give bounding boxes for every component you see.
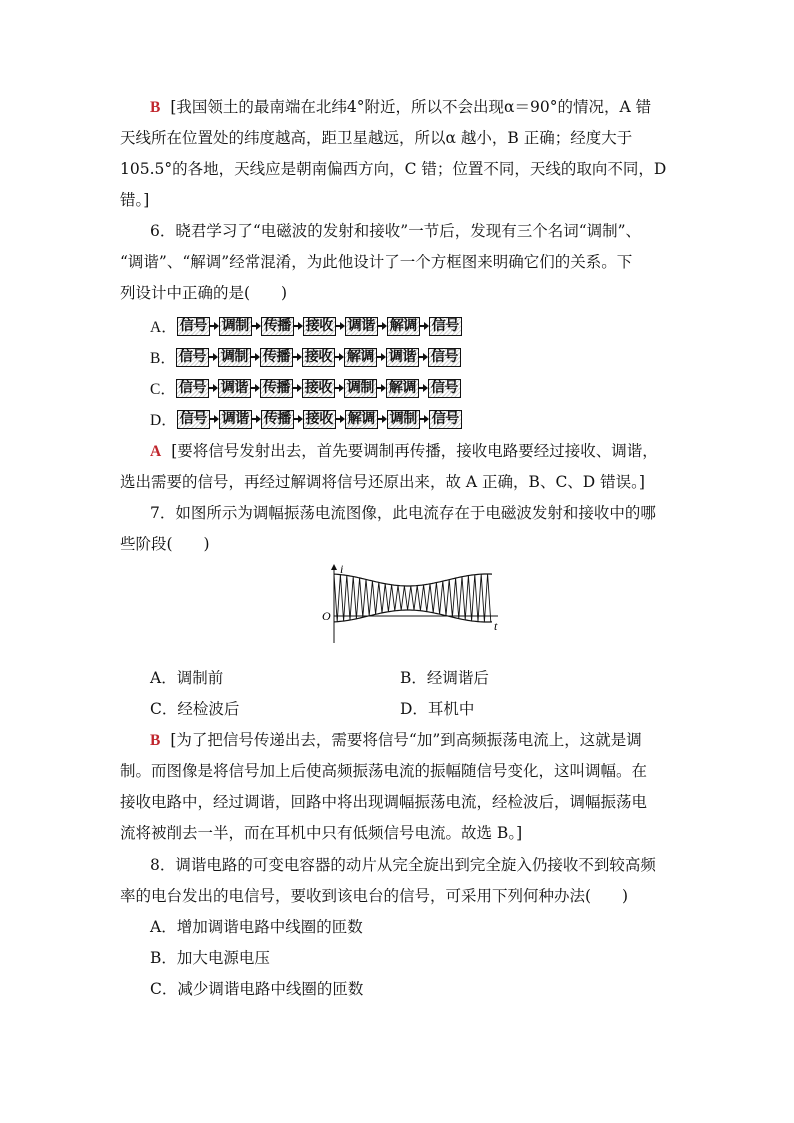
flow-step-box: 接收 — [302, 379, 335, 398]
q7-answer-letter: B — [150, 732, 161, 749]
flow-step-box: 接收 — [302, 348, 335, 367]
q6-stem-line-2: “调谐”、“解调”经常混淆，为此他设计了一个方框图来明确它们的关系。下 — [120, 253, 633, 271]
q7-answer-line-2: 制。而图像是将信号加上后使高频振荡电流的振幅随信号变化，这叫调幅。在 — [120, 762, 648, 780]
flow-step-box: 调制 — [219, 317, 252, 336]
flow-step-box: 接收 — [303, 317, 336, 336]
y-axis-arrow-icon — [331, 564, 337, 570]
q7-option-a: A．调制前 — [150, 669, 224, 687]
flow-step-box: 传播 — [260, 348, 293, 367]
q5-answer-line-4: 错。] — [120, 191, 150, 209]
q7-option-c: C．经检波后 — [150, 700, 240, 718]
arrow-right-icon — [378, 414, 387, 424]
flow-step-box: 接收 — [303, 410, 336, 429]
flow-step-box: 调制 — [344, 379, 377, 398]
arrow-right-icon — [419, 352, 428, 362]
arrow-right-icon — [420, 321, 429, 331]
flow-step-box: 传播 — [260, 379, 293, 398]
q8-stem-line-2: 率的电台发出的电信号，要收到该电台的信号，可采用下列何种办法( ) — [120, 887, 629, 905]
am-current-graph — [318, 563, 508, 645]
flow-step-box: 传播 — [261, 317, 294, 336]
q6-option-label: D． — [150, 412, 177, 429]
arrow-right-icon — [294, 321, 303, 331]
q5-answer-line-1 — [150, 97, 651, 118]
flow-step-box: 调谐 — [386, 348, 419, 367]
q7-option-d: D．耳机中 — [400, 700, 475, 718]
arrow-right-icon — [378, 321, 387, 331]
flow-step-box: 信号 — [176, 379, 209, 398]
flow-step-box: 调谐 — [218, 379, 251, 398]
arrow-right-icon — [336, 321, 345, 331]
q8-option-c: C．减少调谐电路中线圈的匝数 — [150, 980, 364, 998]
q6-option-label: C． — [150, 381, 176, 398]
arrow-right-icon — [335, 383, 344, 393]
flow-step-box: 解调 — [386, 379, 419, 398]
q6-option-d — [150, 408, 462, 430]
q6-option-label: B． — [150, 350, 176, 367]
q5-answer-text-1: [我国领土的最南端在北纬4°附近，所以不会出现α＝90°的情况，A 错 — [170, 98, 652, 116]
q8-stem-line-1: 8．调谐电路的可变电容器的动片从完全旋出到完全旋入仍接收不到较高频 — [150, 856, 656, 874]
q6-answer-letter: A — [150, 443, 162, 460]
flow-step-box: 调谐 — [345, 317, 378, 336]
flow-step-box: 信号 — [429, 410, 462, 429]
q6-stem-line-1: 6．晓君学习了“电磁波的发射和接收”一节后，发现有三个名词“调制”、 — [150, 222, 642, 240]
arrow-right-icon — [377, 352, 386, 362]
arrow-right-icon — [336, 414, 345, 424]
q7-stem-line-2: 些阶段( ) — [120, 535, 210, 553]
arrow-right-icon — [294, 414, 303, 424]
q7-answer-text-1: [为了把信号传递出去，需要将信号“加”到高频振荡电流上，这就是调 — [170, 731, 642, 749]
q7-answer-line-3: 接收电路中，经过调谐，回路中将出现调幅振荡电流，经检波后，调幅振荡电 — [120, 793, 648, 811]
arrow-right-icon — [377, 383, 386, 393]
q6-option-c — [150, 377, 461, 399]
q5-answer-line-3: 105.5°的各地，天线应是朝南偏西方向，C 错；位置不同，天线的取向不同，D — [120, 160, 667, 178]
arrow-right-icon — [293, 352, 302, 362]
q8-option-b: B．加大电源电压 — [150, 949, 270, 967]
arrow-right-icon — [252, 414, 261, 424]
q6-option-label: A． — [150, 319, 177, 336]
arrow-right-icon — [252, 321, 261, 331]
y-axis-label: i — [340, 563, 344, 576]
arrow-right-icon — [293, 383, 302, 393]
q7-stem-line-1: 7．如图所示为调幅振荡电流图像，此电流存在于电磁波发射和接收中的哪 — [150, 504, 656, 522]
q6-answer-text-1: [要将信号发射出去，首先要调制再传播，接收电路要经过接收、调谐， — [171, 442, 658, 460]
q8-option-a: A．增加调谐电路中线圈的匝数 — [150, 918, 363, 936]
flow-step-box: 调谐 — [219, 410, 252, 429]
q5-answer-letter: B — [150, 99, 161, 116]
q5-answer-line-2: 天线所在位置处的纬度越高，距卫星越远，所以α 越小，B 正确；经度大于 — [120, 129, 633, 147]
arrow-right-icon — [419, 383, 428, 393]
arrow-right-icon — [209, 352, 218, 362]
q7-answer-line-4: 流将被削去一半，而在耳机中只有低频信号电流。故选 B。] — [120, 824, 523, 842]
flow-step-box: 信号 — [176, 348, 209, 367]
arrow-right-icon — [420, 414, 429, 424]
arrow-right-icon — [251, 352, 260, 362]
q6-option-b — [150, 346, 461, 368]
carrier-zigzag — [334, 574, 491, 622]
q6-answer-line-2: 选出需要的信号，再经过解调将信号还原出来，故 A 正确，B、C、D 错误。] — [120, 473, 645, 491]
flow-step-box: 信号 — [428, 379, 461, 398]
x-axis-label: t — [494, 619, 498, 633]
flow-step-box: 信号 — [428, 348, 461, 367]
am-carrier-wave — [334, 574, 491, 622]
flow-step-box: 调制 — [218, 348, 251, 367]
origin-label: O — [322, 609, 331, 623]
arrow-right-icon — [210, 414, 219, 424]
q6-stem-line-3: 列设计中正确的是( ) — [120, 284, 288, 302]
flow-step-box: 解调 — [387, 317, 420, 336]
flow-step-box: 解调 — [345, 410, 378, 429]
flow-step-box: 信号 — [429, 317, 462, 336]
arrow-right-icon — [209, 383, 218, 393]
flow-step-box: 信号 — [177, 410, 210, 429]
arrow-right-icon — [251, 383, 260, 393]
flow-step-box: 信号 — [177, 317, 210, 336]
flow-step-box: 传播 — [261, 410, 294, 429]
arrow-right-icon — [210, 321, 219, 331]
q7-option-b: B．经调谐后 — [400, 669, 489, 687]
flow-step-box: 调制 — [387, 410, 420, 429]
arrow-right-icon — [335, 352, 344, 362]
q7-answer-line-1 — [150, 730, 642, 751]
q6-answer-line-1 — [150, 441, 658, 462]
q6-option-a — [150, 315, 462, 337]
flow-step-box: 解调 — [344, 348, 377, 367]
